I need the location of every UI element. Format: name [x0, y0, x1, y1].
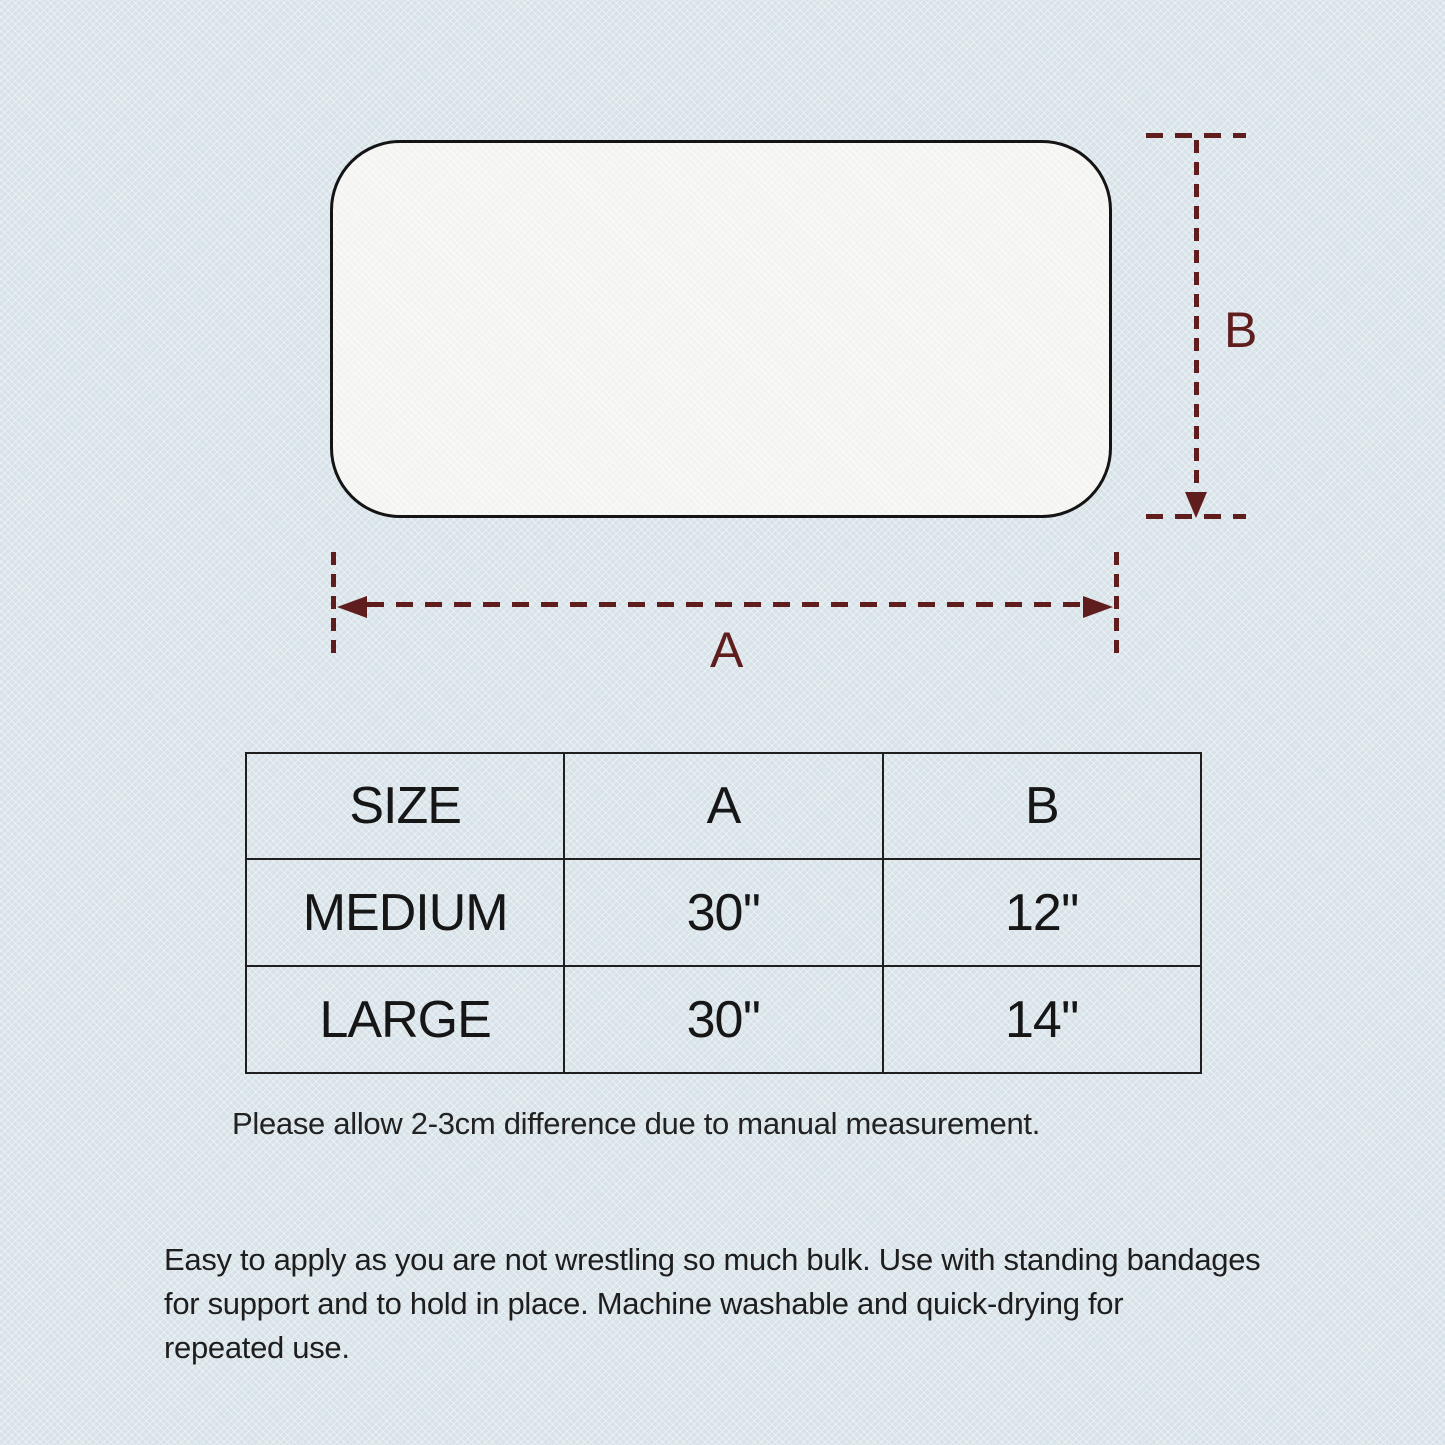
size-table-row-medium [246, 859, 1201, 966]
dimension-a-left-tick [331, 552, 336, 662]
product-pad-shape [330, 140, 1112, 518]
dimension-b-line [1194, 140, 1199, 492]
dimension-b-label: B [1224, 302, 1258, 358]
size-table-row-large [246, 966, 1201, 1073]
dimension-a-arrow-left-icon [337, 596, 367, 618]
size-cell-large-b: 14'' [883, 966, 1201, 1073]
size-table-header-a: A [564, 753, 882, 859]
description-line: repeated use. [164, 1330, 350, 1365]
size-cell-medium-b: 12'' [883, 859, 1201, 966]
size-cell-large-a: 30'' [564, 966, 882, 1073]
description-line: Easy to apply as you are not wrestling so much bulk. Use with standing bandages [164, 1242, 1261, 1277]
measurement-note: Please allow 2-3cm difference due to manual measurement. [232, 1106, 1041, 1141]
size-cell-medium: MEDIUM [246, 859, 564, 966]
dimension-b-bottom-tick [1146, 514, 1246, 519]
dimension-a-label: A [710, 622, 744, 678]
size-cell-large: LARGE [246, 966, 564, 1073]
size-table-header-b: B [883, 753, 1201, 859]
description-line: for support and to hold in place. Machine washable and quick-drying for [164, 1286, 1124, 1321]
dimension-a-line [367, 602, 1083, 607]
size-cell-medium-a: 30'' [564, 859, 882, 966]
dimension-a-right-tick [1114, 552, 1119, 662]
product-description [164, 1238, 1260, 1370]
size-table-header-row [246, 753, 1201, 859]
size-table [245, 752, 1202, 1074]
size-table-header-size: SIZE [246, 753, 564, 859]
dimension-b-top-tick [1146, 133, 1246, 138]
dimension-a-arrow-right-icon [1083, 596, 1113, 618]
